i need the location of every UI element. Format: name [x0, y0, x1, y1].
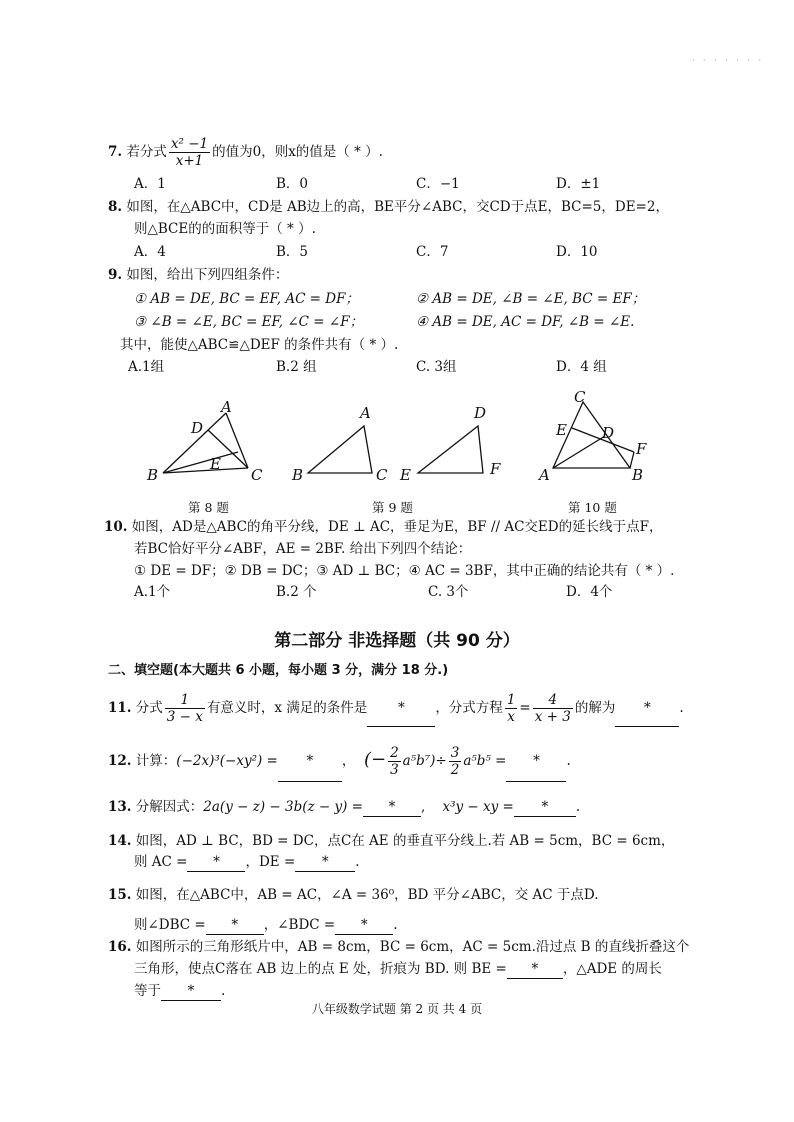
figure-9 [308, 426, 483, 473]
question-8-line-1: 如图，在△ABC中，CD是 AB边上的高，BE平分∠ABC，交CD于点E，BC=5，DE=2， [126, 199, 669, 215]
question-9-question: 其中，能使△ABC≌△DEF 的条件共有（ * ）. [120, 337, 399, 353]
page-footer: 八年级数学试题 第 2 页 共 4 页 [311, 1002, 483, 1016]
section-2-title: 二、填空题(本大题共 6 小题，每小题 3 分，满分 18 分.) [108, 663, 449, 678]
fig9-label: D [474, 404, 487, 422]
fig10-label: A [539, 466, 550, 484]
q15-text: ，∠BDC = [263, 917, 336, 933]
fig8-segment-bc [163, 468, 248, 473]
q10-option-d: D．4个 [566, 584, 613, 600]
answer-blank[interactable]: * [367, 690, 435, 727]
figure-10-caption: 第 10 题 [568, 500, 617, 515]
figure-9-caption: 第 9 题 [372, 500, 413, 515]
q11-text: 的解为 [574, 700, 616, 716]
fig8-label: E [210, 455, 221, 473]
answer-blank[interactable]: * [187, 853, 245, 872]
question-number: 8. [108, 199, 123, 215]
q8-option-c: C．7 [416, 244, 449, 260]
question-12: 12. 计算：(−2x)³(−xy²) = * ， (− $\frac{2}{3}$ a⁵b⁷)÷ $\frac{3}{2}$ a⁵b⁵ = * . [108, 740, 571, 782]
question-number: 13. [108, 799, 132, 815]
fraction-numerator: x² −1 [170, 136, 209, 152]
answer-blank[interactable]: * [278, 741, 342, 782]
q14-text: ，DE = [245, 854, 296, 870]
q13-expression-2: x³y − xy = [442, 799, 514, 815]
fig8-label: A [221, 398, 232, 416]
answer-blank[interactable]: * [335, 916, 393, 935]
question-11: 11. 分式 $\frac{1}{3 - x}$ 有意义时，x 满足的条件是 * ，分式方程 $\frac{1}{x}$ = $\frac{4}{x + 3}$ 的解为 * . [108, 692, 684, 725]
question-10-line-2: 若BC恰好平分∠ABF，AE = 2BF. 给出下列四个结论： [134, 541, 472, 557]
answer-blank[interactable]: * [507, 960, 563, 979]
fraction [533, 692, 573, 725]
fraction-denominator: 3 [390, 762, 399, 778]
fraction-denominator: 2 [450, 762, 460, 778]
fig9-label: F [490, 460, 501, 478]
fig9-label: A [360, 404, 371, 422]
q7-option-d: D．±1 [556, 176, 601, 192]
question-7-suffix: 的值为0，则x的值是（ * ）. [212, 144, 383, 160]
question-10-line-1: 如图，AD是△ABC的角平分线，DE ⊥ AC，垂足为E，BF // AC交ED的延长线于点F， [131, 519, 663, 535]
fig9-triangle-def [418, 426, 483, 473]
fig10-label: F [636, 440, 647, 458]
condition-2: ② AB = DE, ∠B = ∠E, BC = EF； [416, 291, 646, 307]
question-9 [108, 266, 288, 284]
question-16 [108, 938, 689, 956]
q10-option-c: C. 3个 [428, 584, 469, 600]
question-number: 9. [108, 267, 123, 283]
q14-text: 则 AC = [134, 854, 188, 870]
q9-option-d: D．4 组 [556, 359, 607, 375]
answer-blank[interactable]: * [161, 982, 221, 1001]
q7-option-b: B．0 [276, 176, 309, 192]
fraction-denominator: x+1 [175, 153, 204, 169]
question-number: 12. [108, 753, 132, 769]
q16-text: 三角形，使点C落在 AB 边上的点 E 处，折痕为 BD. 则 BE = [134, 961, 507, 977]
question-number: 11. [108, 700, 132, 716]
q12-expression-3: a⁵b⁵ = [463, 753, 507, 769]
fig8-label: D [191, 419, 204, 437]
question-7 [108, 136, 383, 169]
question-number: 10. [104, 519, 128, 535]
question-9-line-1: 如图，给出下列四组条件： [126, 267, 289, 283]
q10-option-b: B.2 个 [276, 584, 317, 600]
question-7-prefix: 若分式 [126, 144, 167, 160]
fraction-denominator: x [507, 709, 515, 725]
answer-blank[interactable]: * [506, 741, 566, 782]
q12-expression-2: a⁵b⁷)÷ [402, 753, 447, 769]
fig9-triangle-abc [308, 426, 372, 473]
question-16-line-2 [134, 960, 662, 979]
question-number: 7. [108, 144, 123, 160]
figure-8-caption: 第 8 题 [188, 500, 229, 515]
question-15-line-2: 则∠DBC = * ，∠BDC = * . [134, 917, 398, 933]
q9-option-b: B.2 组 [276, 359, 317, 375]
q16-text: ，△ADE 的周长 [562, 961, 662, 977]
question-8-line-2: 则△BCE的的面积等于（ * ）. [134, 221, 316, 237]
fig8-label: C [251, 466, 263, 484]
question-16-line-3: 等于 * . [134, 983, 226, 999]
answer-blank[interactable]: * [295, 853, 355, 872]
condition-4: ④ AB = DE, AC = DF, ∠B = ∠E. [416, 314, 635, 330]
answer-blank[interactable]: * [206, 916, 264, 935]
question-14 [108, 832, 674, 850]
fig9-label: B [292, 466, 304, 484]
fig8-label: B [147, 466, 159, 484]
q16-text: 等于 [134, 983, 161, 999]
fraction-numerator: 1 [506, 692, 516, 708]
question-14-line-1: 如图，AD ⊥ BC，BD = DC，点C在 AE 的垂直平分线上.若 AB = 5cm，BC = 6cm， [135, 833, 675, 849]
q11-prefix: 分式 [135, 700, 163, 716]
q7-option-a: A．1 [134, 176, 166, 192]
fraction [505, 692, 518, 725]
fig10-label: B [632, 466, 644, 484]
q12-expression-1: (−2x)³(−xy²) = [176, 753, 278, 769]
fig10-label: E [556, 421, 567, 439]
question-number: 14. [108, 833, 132, 849]
q11-text: 有意义时，x 满足的条件是 [206, 700, 368, 716]
question-15 [108, 886, 599, 904]
fraction [449, 745, 462, 778]
fraction-numerator: 4 [533, 692, 573, 709]
corner-mark: · · · · · · · [691, 56, 764, 65]
fig10-label: D [602, 424, 615, 442]
fraction-denominator: x + 3 [534, 709, 571, 725]
q11-text: ，分式方程 [435, 700, 503, 716]
question-10-line-3: ① DE = DF；② DB = DC；③ AD ⊥ BC；④ AC = 3BF，其中正确的结论共有（ * ）. [134, 563, 675, 579]
fraction-numerator: 1 [165, 692, 205, 709]
equals-sign: = [519, 700, 531, 716]
q12-open-paren: (− [363, 749, 387, 770]
fraction [169, 136, 210, 169]
question-14-line-2: 则 AC = * ，DE = * . [134, 854, 360, 870]
q12-prefix: 计算： [135, 753, 177, 769]
question-13: 13. 分解因式：2a(y − z) − 3b(z − y) = * , x³y − xy = * . [108, 799, 581, 815]
q13-prefix: 分解因式： [135, 799, 204, 815]
question-number: 16. [108, 939, 132, 955]
answer-blank[interactable]: * [363, 798, 421, 817]
q8-option-b: B．5 [276, 244, 309, 260]
q13-expression-1: 2a(y − z) − 3b(z − y) = [203, 799, 363, 815]
fig9-label: E [400, 466, 411, 484]
q9-option-a: A.1组 [128, 359, 165, 375]
condition-3: ③ ∠B = ∠E, BC = EF, ∠C = ∠F； [134, 314, 364, 330]
q8-option-a: A．4 [134, 244, 166, 260]
condition-1: ① AB = DE, BC = EF, AC = DF； [134, 291, 359, 307]
q15-text: 则∠DBC = [134, 917, 206, 933]
fig8-segment-ac [226, 413, 248, 468]
question-8 [108, 198, 669, 216]
fig10-label: C [574, 388, 586, 406]
fraction-numerator: 3 [450, 745, 460, 761]
answer-blank[interactable]: * [514, 798, 576, 817]
part-2-title: 第二部分 非选择题（共 90 分） [274, 631, 520, 651]
q10-option-a: A.1个 [134, 584, 171, 600]
figure-8 [163, 413, 248, 473]
fraction-numerator: 2 [390, 745, 399, 761]
q7-option-c: C．−1 [416, 176, 460, 192]
question-10 [104, 518, 662, 536]
fraction-denominator: 3 − x [166, 709, 203, 725]
q9-option-c: C. 3组 [416, 359, 457, 375]
q8-option-d: D．10 [556, 244, 598, 260]
fig9-label: C [376, 466, 388, 484]
fraction [388, 745, 401, 778]
question-15-line-1: 如图，在△ABC中，AB = AC，∠A = 36⁰，BD 平分∠ABC，交 AC 于点D. [135, 887, 599, 903]
fraction [165, 692, 205, 725]
question-16-line-1: 如图所示的三角形纸片中，AB = 8cm，BC = 6cm，AC = 5cm.沿过点 B 的直线折叠这个 [135, 939, 690, 955]
question-number: 15. [108, 887, 132, 903]
answer-blank[interactable]: * [615, 690, 679, 727]
